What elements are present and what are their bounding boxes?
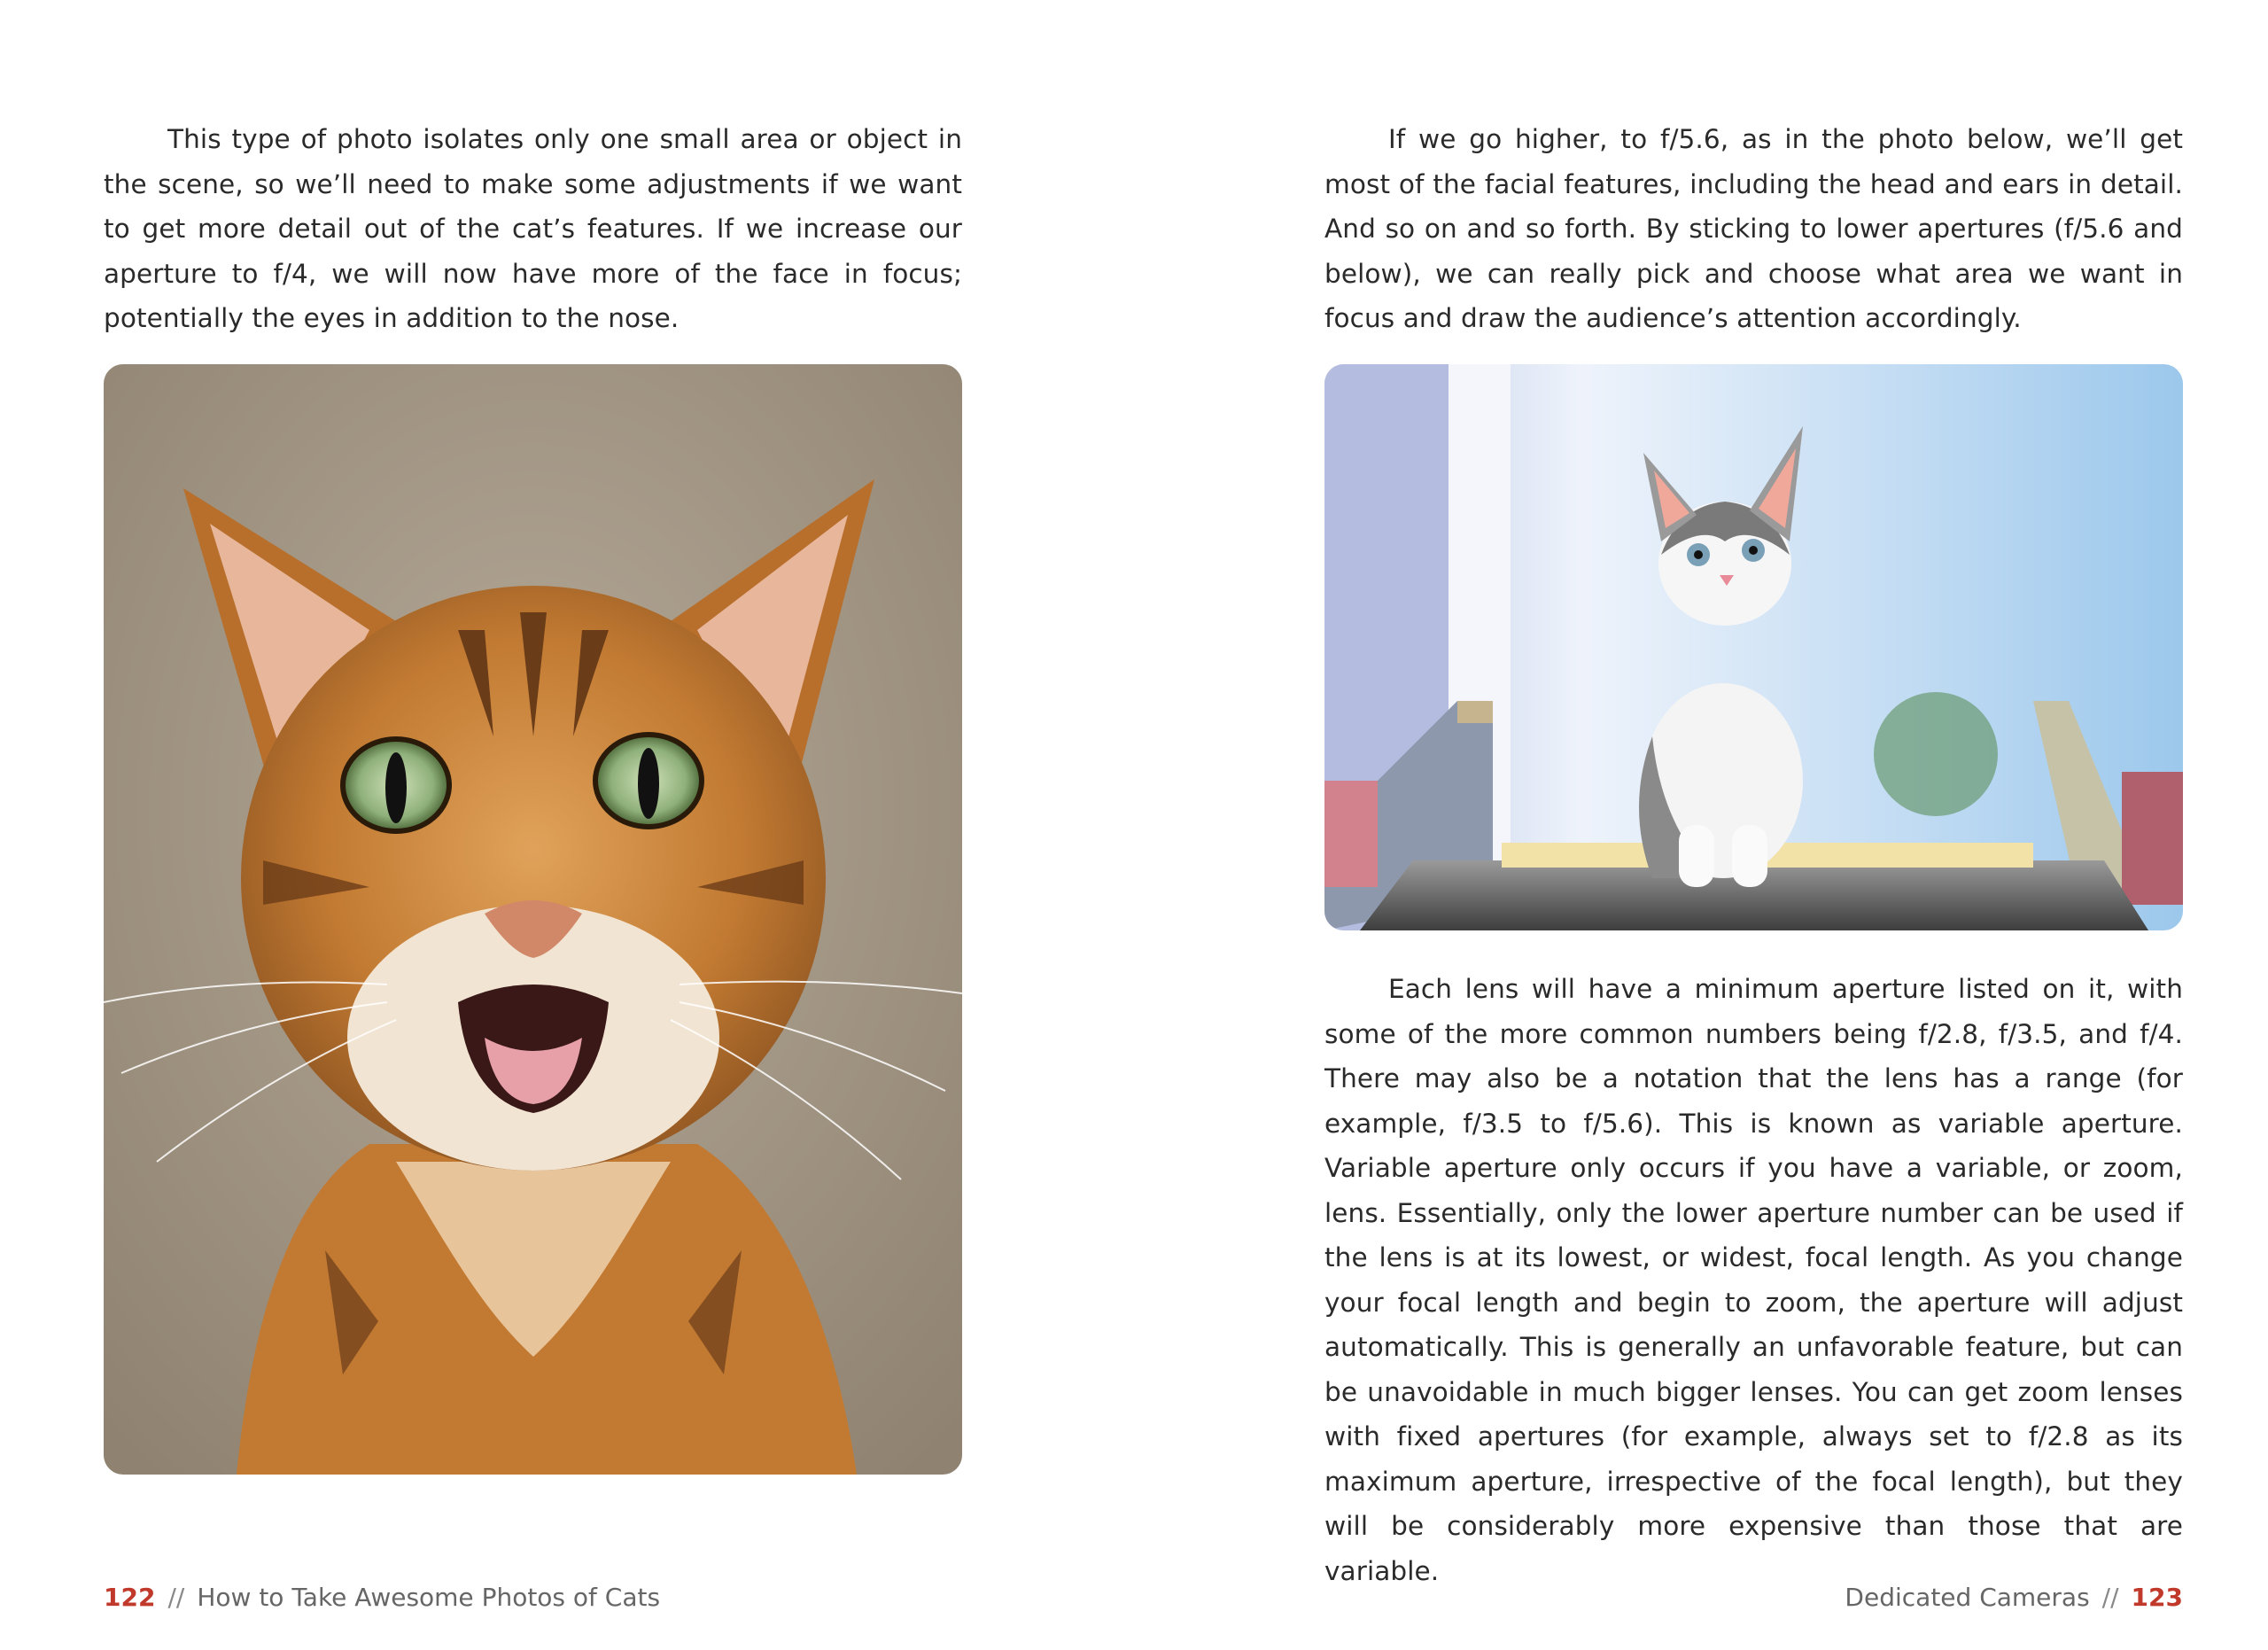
left-footer bbox=[104, 1580, 660, 1615]
left-page-number: 122 bbox=[104, 1583, 156, 1612]
right-paragraph-1: If we go higher, to f/5.6, as in the photo below, we’ll get most of the facial features, including the head and ears in detail. And so on and so forth. By sticking to lower apertures (f/5.6 and below), we can really pick and choose what area we want in focus and draw the audience’s attention accordingly. bbox=[1324, 124, 2183, 333]
kitten-photo bbox=[1324, 364, 2183, 930]
right-footer bbox=[1845, 1580, 2183, 1615]
chapter-title: Dedicated Cameras bbox=[1845, 1583, 2090, 1612]
book-title: How to Take Awesome Photos of Cats bbox=[197, 1583, 661, 1612]
right-paragraph-2: Each lens will have a minimum aperture listed on it, with some of the more common numbers being f/2.8, f/3.5, and f/4. There may also be a notation that the lens has a range (for example, f/3.5 to f/5.6). This is known as variable aperture. Variable aperture only occurs if you have a variable, or zoom, lens. Essentially, only the lower aperture number can be used if the lens is at its lowest, or widest, focal length. As you change your focal length and begin to zoom, the aperture will adjust automatically. This is generally an unfavorable feature, but can be unavoidable in much bigger lenses. You can get zoom lenses with fixed apertures (for example, always set to f/2.8 as its maximum aperture, irrespective of the focal length), but they will be considerably more expensive than those that are variable. bbox=[1324, 974, 2183, 1586]
right-page-number: 123 bbox=[2131, 1583, 2183, 1612]
kitten-illustration bbox=[1324, 364, 2183, 930]
left-footer-separator: // bbox=[167, 1583, 185, 1612]
tabby-cat-photo bbox=[104, 364, 962, 1475]
tabby-cat-illustration bbox=[104, 364, 962, 1475]
left-paragraph: This type of photo isolates only one small area or object in the scene, so we’ll need to make some adjustments if we want to get more detail out of the cat’s features. If we increase our aperture to f/4, we will now have more of the face in focus; potentially the eyes in addition to the nose. bbox=[104, 124, 962, 333]
right-footer-separator: // bbox=[2101, 1583, 2119, 1612]
right-page bbox=[1134, 0, 2268, 1650]
